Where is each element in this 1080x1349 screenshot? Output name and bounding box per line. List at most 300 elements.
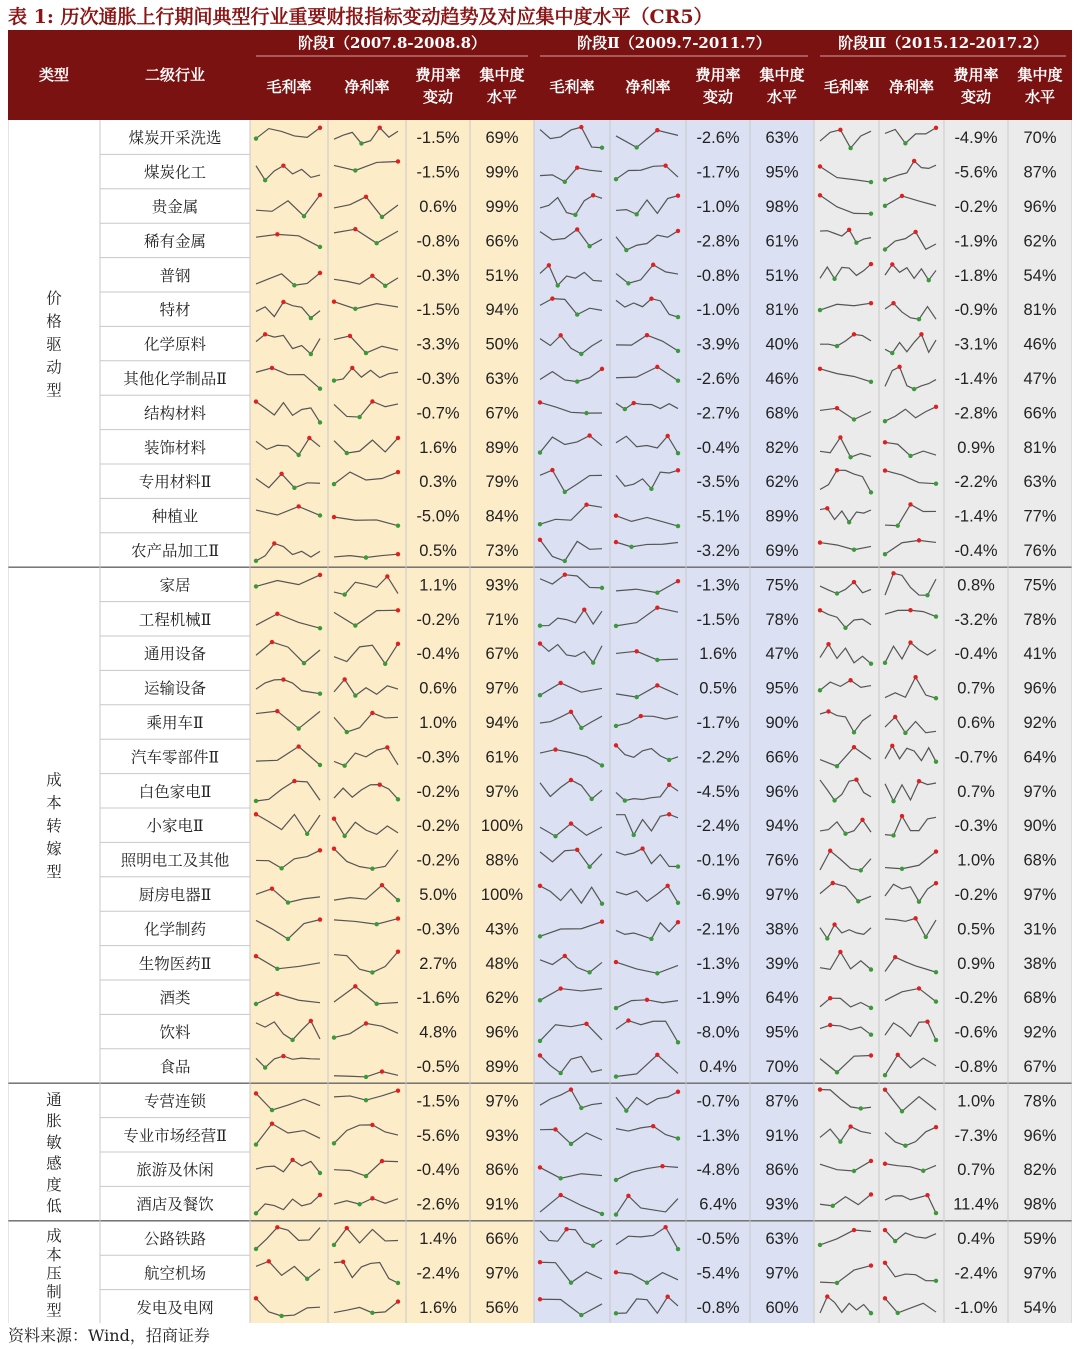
sparkline-high-dot [891, 571, 895, 575]
sparkline-high-dot [575, 165, 579, 169]
sparkline-high-dot [318, 1193, 322, 1197]
expense-change-value: -0.8% [696, 266, 740, 285]
sparkline-high-dot [676, 1090, 680, 1094]
sparkline-high-dot [917, 538, 921, 542]
sparkline-low-dot [396, 898, 400, 902]
sparkline-low-dot [634, 145, 638, 149]
expense-change-value: -0.4% [954, 542, 998, 560]
sparkline-high-dot [614, 960, 618, 964]
industry-name: 煤炭化工 [143, 163, 207, 182]
sparkline-high-dot [267, 1259, 271, 1263]
sparkline-low-dot [676, 901, 680, 905]
industry-name: 专营连锁 [143, 1092, 207, 1111]
sparkline-high-dot [396, 1299, 400, 1303]
expense-change-value: 0.4% [957, 1230, 995, 1248]
sparkline-low-dot [852, 417, 856, 421]
expense-change-value: -0.2% [416, 851, 460, 870]
sparkline-high-dot [826, 709, 830, 713]
sparkline-low-dot [575, 312, 579, 316]
sparkline-high-dot [538, 1297, 542, 1301]
sparkline-low-dot [364, 555, 368, 559]
expense-change-value: -0.8% [416, 232, 460, 251]
sparkline-low-dot [848, 146, 852, 150]
sparkline-low-dot [332, 482, 336, 486]
sparkline-low-dot [383, 662, 387, 666]
expense-change-value: -0.3% [416, 748, 460, 767]
sparkline-high-dot [934, 849, 938, 853]
sparkline-low-dot [818, 1243, 822, 1247]
expense-change-value: -1.4% [954, 507, 998, 526]
sparkline-high-dot [263, 332, 267, 336]
expense-change-value: -0.1% [696, 851, 740, 870]
sparkline-low-dot [655, 658, 659, 662]
sparkline-high-dot [296, 504, 300, 508]
sparkline-low-dot [883, 552, 887, 556]
group-label-char: 价 [46, 289, 62, 308]
group-label-char: 本 [46, 1245, 62, 1264]
expense-change-value: 0.7% [957, 782, 995, 801]
concentration-value: 69% [765, 542, 799, 560]
sparkline-high-dot [869, 301, 873, 305]
sparkline-high-dot [350, 366, 354, 370]
sparkline-high-dot [883, 468, 887, 472]
sparkline-low-dot [614, 1212, 618, 1216]
expense-change-value: -3.9% [696, 335, 740, 354]
sparkline-low-dot [676, 451, 680, 455]
sparkline-low-dot [309, 352, 313, 356]
sparkline-high-dot [900, 814, 904, 818]
sparkline-low-dot [859, 1106, 863, 1110]
concentration-value: 66% [485, 1230, 519, 1248]
concentration-value: 62% [1023, 232, 1057, 251]
sparkline-high-dot [584, 503, 588, 507]
sparkline-low-dot [869, 211, 873, 215]
concentration-value: 67% [1023, 1058, 1057, 1076]
sparkline-low-dot [934, 1211, 938, 1215]
concentration-value: 98% [1023, 1195, 1057, 1214]
group-label-char: 驱 [46, 335, 62, 354]
concentration-value: 92% [1023, 1023, 1057, 1042]
sparkline-low-dot [538, 998, 542, 1002]
sparkline-high-dot [665, 884, 669, 888]
sparkline-high-dot [826, 642, 830, 646]
source-note: 资料来源：Wind，招商证券 [8, 1326, 210, 1345]
sparkline-low-dot [917, 317, 921, 321]
sparkline-low-dot [342, 834, 346, 838]
sparkline-low-dot [569, 1142, 573, 1146]
sparkline-high-dot [296, 744, 300, 748]
sparkline-low-dot [893, 1239, 897, 1243]
sparkline-low-dot [575, 379, 579, 383]
sparkline-low-dot [676, 524, 680, 528]
sparkline-low-dot [357, 415, 361, 419]
concentration-value: 93% [485, 1126, 519, 1145]
sparkline-high-dot [645, 998, 649, 1002]
sparkline-high-dot [655, 128, 659, 132]
concentration-value: 51% [485, 266, 519, 285]
sparkline-high-dot [835, 468, 839, 472]
col-expense-change: 变动 [702, 88, 734, 106]
group-label-char: 度 [46, 1175, 62, 1194]
sparkline-high-dot [651, 1124, 655, 1128]
sparkline-high-dot [852, 745, 856, 749]
sparkline-low-dot [370, 1311, 374, 1315]
industry-name: 家居 [159, 576, 191, 595]
sparkline-low-dot [318, 691, 322, 695]
concentration-value: 100% [480, 886, 524, 904]
expense-change-value: -0.5% [416, 1058, 460, 1076]
sparkline-high-dot [281, 1054, 285, 1058]
sparkline-high-dot [563, 572, 567, 576]
sparkline-high-dot [818, 1087, 822, 1091]
concentration-value: 47% [1023, 370, 1057, 388]
sparkline-high-dot [318, 193, 322, 197]
industry-name: 其他化学制品Ⅱ [123, 370, 227, 388]
sparkline-low-dot [847, 520, 851, 524]
sparkline-low-dot [573, 213, 577, 217]
sparkline-low-dot [852, 730, 856, 734]
industry-name: 白色家电Ⅱ [138, 782, 212, 801]
concentration-value: 61% [765, 232, 799, 251]
expense-change-value: -0.7% [954, 748, 998, 767]
expense-change-value: -1.8% [954, 266, 998, 285]
sparkline-high-dot [835, 406, 839, 410]
sparkline-high-dot [569, 710, 573, 714]
sparkline-high-dot [538, 1260, 542, 1264]
concentration-value: 97% [485, 679, 519, 698]
sparkline-high-dot [818, 193, 822, 197]
sparkline-low-dot [908, 454, 912, 458]
expense-change-value: 1.6% [419, 1298, 457, 1317]
sparkline-low-dot [883, 419, 887, 423]
sparkline-high-dot [364, 195, 368, 199]
sparkline-high-dot [370, 1196, 374, 1200]
sparkline-high-dot [640, 846, 644, 850]
sparkline-high-dot [655, 365, 659, 369]
industry-name: 乘用车Ⅱ [146, 714, 204, 732]
sparkline-low-dot [835, 344, 839, 348]
expense-change-value: -1.5% [416, 301, 460, 320]
sparkline-high-dot [318, 126, 322, 130]
table-title: 表 1: 历次通胀上行期间典型行业重要财报指标变动趋势及对应集中度水平（CR5） [8, 6, 713, 28]
sparkline-low-dot [883, 1073, 887, 1077]
sparkline-low-dot [332, 1141, 336, 1145]
sparkline-high-dot [913, 916, 917, 920]
concentration-value: 38% [765, 920, 799, 939]
industry-name: 发电及电网 [136, 1298, 214, 1317]
sparkline-high-dot [370, 711, 374, 715]
expense-change-value: -3.3% [416, 335, 460, 354]
sparkline-high-dot [676, 468, 680, 472]
sparkline-high-dot [254, 399, 258, 403]
expense-change-value: 2.7% [419, 954, 457, 973]
expense-change-value: 0.6% [957, 714, 995, 732]
sparkline-low-dot [843, 626, 847, 630]
sparkline-low-dot [869, 180, 873, 184]
sparkline-high-dot [667, 812, 671, 816]
sparkline-high-dot [883, 1296, 887, 1300]
sparkline-low-dot [883, 661, 887, 665]
sparkline-high-dot [818, 540, 822, 544]
sparkline-low-dot [318, 1171, 322, 1175]
concentration-value: 39% [765, 954, 799, 973]
sparkline-high-dot [353, 984, 357, 988]
sparkline-high-dot [254, 954, 258, 958]
sparkline-low-dot [869, 1033, 873, 1037]
expense-change-value: 4.8% [419, 1023, 457, 1042]
expense-change-value: 0.6% [419, 679, 457, 698]
sparkline-low-dot [538, 624, 542, 628]
sparkline-low-dot [370, 970, 374, 974]
sparkline-low-dot [934, 614, 938, 618]
concentration-value: 68% [1023, 989, 1057, 1008]
sparkline-low-dot [835, 1070, 839, 1074]
sparkline-high-dot [270, 366, 274, 370]
expense-change-value: -0.7% [416, 404, 460, 423]
sparkline-low-dot [579, 352, 583, 356]
concentration-value: 97% [485, 1092, 519, 1111]
sparkline-high-dot [883, 1162, 887, 1166]
expense-change-value: 0.7% [957, 1161, 995, 1180]
concentration-value: 41% [1023, 645, 1057, 664]
sparkline-low-dot [345, 730, 349, 734]
sparkline-low-dot [353, 168, 357, 172]
concentration-value: 100% [480, 817, 524, 836]
sparkline-high-dot [380, 1069, 384, 1073]
industry-name: 专业市场经营Ⅱ [123, 1126, 227, 1145]
expense-change-value: -0.2% [416, 782, 460, 801]
concentration-value: 46% [765, 370, 799, 388]
expense-change-value: -2.7% [696, 404, 740, 423]
sparkline-low-dot [600, 763, 604, 767]
sparkline-high-dot [852, 580, 856, 584]
sparkline-low-dot [364, 1098, 368, 1102]
concentration-value: 91% [485, 1195, 519, 1214]
expense-change-value: -2.2% [954, 473, 998, 492]
sparkline-low-dot [854, 240, 858, 244]
industry-name: 通用设备 [143, 645, 207, 664]
expense-change-value: -0.2% [954, 198, 998, 216]
expense-change-value: -0.3% [416, 370, 460, 388]
sparkline-low-dot [579, 1313, 583, 1317]
concentration-value: 47% [765, 645, 799, 664]
concentration-value: 94% [485, 714, 519, 732]
sparkline-high-dot [385, 574, 389, 578]
concentration-value: 63% [765, 1230, 799, 1248]
sparkline-high-dot [538, 641, 542, 645]
sparkline-low-dot [569, 1280, 573, 1284]
sparkline-low-dot [553, 834, 557, 838]
sparkline-low-dot [290, 1038, 294, 1042]
concentration-value: 87% [765, 1092, 799, 1111]
expense-change-value: -5.6% [416, 1126, 460, 1145]
sparkline-high-dot [852, 1228, 856, 1232]
concentration-value: 97% [765, 1264, 799, 1283]
sparkline-high-dot [934, 126, 938, 130]
sparkline-high-dot [281, 163, 285, 167]
sparkline-low-dot [556, 283, 560, 287]
concentration-value: 76% [765, 851, 799, 870]
sparkline-low-dot [629, 545, 633, 549]
concentration-value: 82% [765, 438, 799, 457]
expense-change-value: 1.0% [419, 714, 457, 732]
stage-header-2: 阶段Ⅱ（2009.7-2011.7） [577, 34, 771, 52]
sparkline-low-dot [353, 623, 357, 627]
sparkline-low-dot [342, 592, 346, 596]
concentration-value: 70% [1023, 129, 1057, 148]
sparkline-low-dot [890, 351, 894, 355]
sparkline-high-dot [639, 714, 643, 718]
sparkline-low-dot [318, 513, 322, 517]
expense-change-value: -2.6% [696, 370, 740, 388]
sparkline-high-dot [370, 399, 374, 403]
sparkline-high-dot [275, 1225, 279, 1229]
industry-name: 酒类 [159, 989, 191, 1008]
concentration-value: 81% [1023, 301, 1057, 320]
expense-change-value: 0.4% [699, 1058, 737, 1076]
sparkline-low-dot [900, 1109, 904, 1113]
sparkline-high-dot [538, 538, 542, 542]
expense-change-value: 1.4% [419, 1230, 457, 1248]
sparkline-low-dot [869, 1006, 873, 1010]
expense-change-value: 1.6% [419, 438, 457, 457]
sparkline-high-dot [584, 1022, 588, 1026]
concentration-value: 64% [1023, 748, 1057, 767]
group-label-char: 成 [46, 1227, 62, 1246]
sparkline-low-dot [332, 1035, 336, 1039]
concentration-value: 67% [485, 404, 519, 423]
sparkline-low-dot [579, 1106, 583, 1110]
sparkline-low-dot [623, 798, 627, 802]
sparkline-low-dot [883, 247, 887, 251]
group-label-char: 格 [46, 312, 62, 331]
sparkline-high-dot [538, 1165, 542, 1169]
expense-change-value: -1.5% [416, 163, 460, 182]
sparkline-low-dot [364, 351, 368, 355]
sparkline-high-dot [869, 262, 873, 266]
concentration-value: 88% [485, 851, 519, 870]
sparkline-low-dot [318, 763, 322, 767]
concentration-value: 78% [765, 610, 799, 629]
industry-name: 航空机场 [143, 1264, 207, 1283]
sparkline-low-dot [925, 593, 929, 597]
sparkline-high-dot [538, 884, 542, 888]
sparkline-high-dot [828, 1023, 832, 1027]
sparkline-high-dot [665, 1294, 669, 1298]
header-industry: 二级行业 [144, 66, 206, 84]
sparkline-low-dot [903, 1144, 907, 1148]
group-label-char: 本 [46, 794, 62, 813]
expense-change-value: -0.2% [954, 989, 998, 1008]
header-type: 类型 [38, 66, 70, 84]
sparkline-high-dot [318, 271, 322, 275]
col-expense-change: 变动 [422, 88, 454, 106]
expense-change-value: -3.2% [696, 542, 740, 560]
sparkline-high-dot [558, 681, 562, 685]
sparkline-low-dot [302, 661, 306, 665]
sparkline-high-dot [614, 743, 618, 747]
concentration-value: 70% [765, 1058, 799, 1076]
expense-change-value: 1.0% [957, 1092, 995, 1111]
sparkline-high-dot [370, 274, 374, 278]
sparkline-high-dot [831, 881, 835, 885]
sparkline-high-dot [676, 920, 680, 924]
sparkline-low-dot [538, 693, 542, 697]
expense-change-value: 0.7% [957, 679, 995, 698]
sparkline-high-dot [332, 299, 336, 303]
expense-change-value: -0.2% [954, 886, 998, 904]
sparkline-high-dot [380, 883, 384, 887]
concentration-value: 66% [485, 232, 519, 251]
concentration-value: 31% [1023, 920, 1057, 939]
sparkline-high-dot [896, 1053, 900, 1057]
concentration-value: 86% [765, 1161, 799, 1180]
sparkline-low-dot [584, 411, 588, 415]
sparkline-low-dot [818, 688, 822, 692]
industry-name: 饮料 [159, 1023, 191, 1042]
concentration-value: 38% [1023, 954, 1057, 973]
group-label-char: 成 [46, 771, 62, 790]
expense-change-value: -6.9% [696, 886, 740, 904]
industry-name: 装饰材料 [143, 438, 207, 457]
expense-change-value: 1.6% [699, 645, 737, 664]
expense-change-value: -1.0% [954, 1298, 998, 1317]
industry-name: 化学原料 [143, 335, 207, 354]
concentration-value: 86% [485, 1161, 519, 1180]
sparkline-low-dot [600, 146, 604, 150]
expense-change-value: -1.7% [696, 163, 740, 182]
concentration-value: 89% [485, 1058, 519, 1076]
sparkline-low-dot [634, 695, 638, 699]
industry-name: 酒店及餐饮 [136, 1195, 214, 1214]
sparkline-high-dot [275, 709, 279, 713]
sparkline-high-dot [396, 916, 400, 920]
sparkline-low-dot [364, 1075, 368, 1079]
sparkline-high-dot [378, 782, 382, 786]
sparkline-high-dot [345, 1226, 349, 1230]
sparkline-low-dot [353, 693, 357, 697]
sparkline-high-dot [869, 1192, 873, 1196]
expense-change-value: -0.7% [696, 1092, 740, 1111]
sparkline-high-dot [275, 612, 279, 616]
sparkline-high-dot [848, 678, 852, 682]
sparkline-high-dot [665, 434, 669, 438]
expense-change-value: -0.8% [696, 1298, 740, 1317]
sparkline-high-dot [553, 747, 557, 751]
concentration-value: 94% [485, 301, 519, 320]
col-gross-margin: 毛利率 [549, 78, 595, 96]
sparkline-low-dot [254, 136, 258, 140]
sparkline-high-dot [676, 193, 680, 197]
sparkline-low-dot [563, 180, 567, 184]
sparkline-low-dot [563, 559, 567, 563]
sparkline-low-dot [614, 624, 618, 628]
sparkline-low-dot [924, 935, 928, 939]
sparkline-high-dot [275, 992, 279, 996]
sparkline-low-dot [318, 420, 322, 424]
concentration-value: 43% [485, 920, 519, 939]
sparkline-high-dot [270, 640, 274, 644]
sparkline-high-dot [538, 400, 542, 404]
sparkline-high-dot [663, 1225, 667, 1229]
sparkline-low-dot [374, 922, 378, 926]
sparkline-low-dot [927, 278, 931, 282]
sparkline-high-dot [281, 677, 285, 681]
sparkline-low-dot [305, 832, 309, 836]
sparkline-low-dot [869, 1311, 873, 1315]
stage-header-3: 阶段Ⅲ（2015.12-2017.2） [838, 34, 1048, 52]
sparkline-low-dot [591, 1243, 595, 1247]
